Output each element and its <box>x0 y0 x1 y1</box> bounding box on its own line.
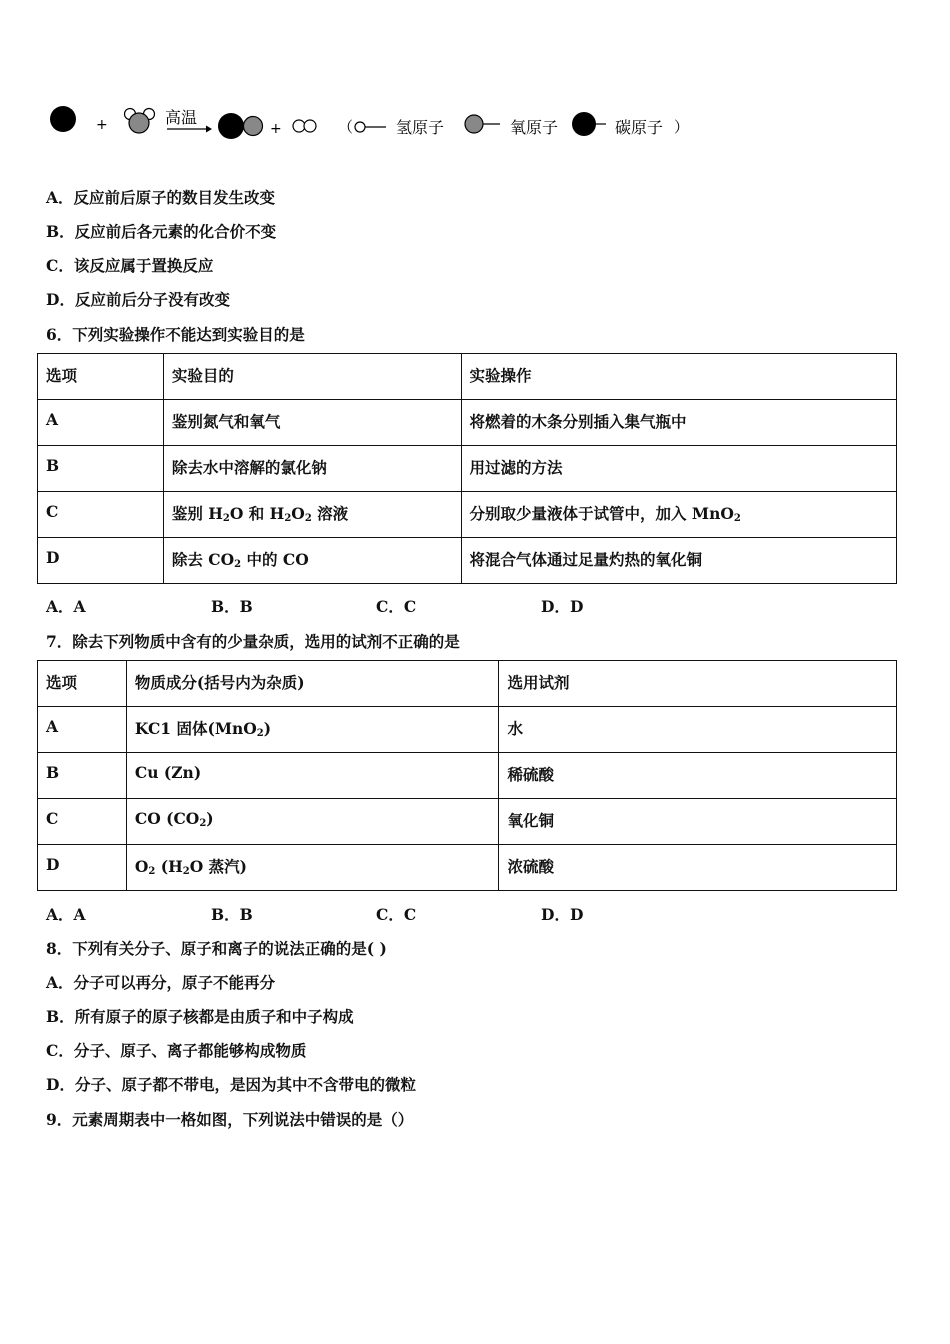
table-row <box>38 753 897 799</box>
legend-oxygen-symbol <box>465 115 483 133</box>
q5-option-c: C．该反应属于置换反应 <box>46 256 214 275</box>
answer-c: C．C <box>376 597 417 616</box>
q5-option-d: D．反应前后分子没有改变 <box>46 290 230 309</box>
q5-option-b: B．反应前后各元素的化合价不变 <box>46 222 277 241</box>
q6-answer-choices <box>46 595 706 617</box>
plus-sign-2: + <box>270 121 282 137</box>
row-purpose: 除去水中溶解的氯化钠 <box>163 446 461 492</box>
answer-b: B．B <box>211 597 253 616</box>
header-option: 选项 <box>38 661 127 707</box>
row-substance: Cu (Zn) <box>126 753 499 799</box>
q5-option-a: A．反应前后原子的数目发生改变 <box>46 188 276 207</box>
table-header-row <box>38 661 897 707</box>
table-row <box>38 538 897 584</box>
table-header-row <box>38 354 897 400</box>
reaction-condition: 高温 <box>165 108 198 127</box>
q8-option-a: A．分子可以再分，原子不能再分 <box>46 973 276 992</box>
q9-stem: 9．元素周期表中一格如图，下列说法中错误的是（） <box>46 1110 414 1129</box>
legend-hydrogen-symbol <box>355 122 365 132</box>
legend-carbon-label: 碳原子 <box>615 118 664 137</box>
table-row <box>38 400 897 446</box>
q8-option-c: C．分子、原子、离子都能够构成物质 <box>46 1041 307 1060</box>
row-option: D <box>38 538 164 584</box>
table-row <box>38 707 897 753</box>
carbon-atom <box>50 106 76 132</box>
row-substance: CO $(CO_2)$ <box>126 799 499 845</box>
legend-close-paren: ） <box>674 118 690 136</box>
row-substance: $O_2$ ($H_2O$ 蒸汽) <box>126 845 499 891</box>
row-purpose: 鉴别 $H_2O$ 和 $H_2O_2$ 溶液 <box>163 492 461 538</box>
q8-option-d: D．分子、原子都不带电，是因为其中不含带电的微粒 <box>46 1075 416 1094</box>
row-reagent: 浓硫酸 <box>499 845 897 891</box>
row-operation: 将混合气体通过足量灼热的氧化铜 <box>461 538 896 584</box>
row-reagent: 水 <box>499 707 897 753</box>
q7-answer-choices <box>46 903 706 925</box>
answer-d: D．D <box>541 905 584 924</box>
legend-hydrogen-label: 氢原子 <box>396 118 445 137</box>
plus-sign: + <box>96 117 108 133</box>
row-operation: 将燃着的木条分别插入集气瓶中 <box>461 400 896 446</box>
row-option: C <box>38 492 164 538</box>
co-molecule <box>218 113 263 139</box>
table-row <box>38 799 897 845</box>
legend-oxygen-label: 氧原子 <box>510 118 559 137</box>
row-purpose: 除去 $CO_2$ 中的 CO <box>163 538 461 584</box>
legend-open-paren: （ <box>338 118 354 136</box>
header-operation: 实验操作 <box>461 354 896 400</box>
table-row <box>38 492 897 538</box>
row-option: B <box>38 753 127 799</box>
hydrogen-molecule <box>293 120 316 132</box>
row-operation: 用过滤的方法 <box>461 446 896 492</box>
row-operation: 分别取少量液体于试管中，加入 MnO$_2$ <box>461 492 896 538</box>
row-reagent: 氧化铜 <box>499 799 897 845</box>
reaction-diagram <box>46 102 746 146</box>
answer-b: B．B <box>211 905 253 924</box>
q7-stem: 7．除去下列物质中含有的少量杂质，选用的试剂不正确的是 <box>46 632 460 651</box>
answer-c: C．C <box>376 905 417 924</box>
answer-a: A．A <box>46 597 86 616</box>
q8-option-b: B．所有原子的原子核都是由质子和中子构成 <box>46 1007 354 1026</box>
row-option: C <box>38 799 127 845</box>
header-reagent: 选用试剂 <box>499 661 897 707</box>
row-option: D <box>38 845 127 891</box>
row-option: B <box>38 446 164 492</box>
q8-stem: 8．下列有关分子、原子和离子的说法正确的是( ) <box>46 939 387 958</box>
row-option: A <box>38 400 164 446</box>
row-substance: KC1 固体(MnO$_2$) <box>126 707 499 753</box>
header-purpose: 实验目的 <box>163 354 461 400</box>
table-row <box>38 845 897 891</box>
header-option: 选项 <box>38 354 164 400</box>
q6-stem: 6．下列实验操作不能达到实验目的是 <box>46 325 305 344</box>
row-option: A <box>38 707 127 753</box>
row-reagent: 稀硫酸 <box>499 753 897 799</box>
water-molecule <box>125 109 155 134</box>
row-purpose: 鉴别氮气和氧气 <box>163 400 461 446</box>
answer-d: D．D <box>541 597 584 616</box>
q7-table <box>37 660 897 891</box>
q6-table <box>37 353 897 584</box>
header-substance: 物质成分(括号内为杂质) <box>126 661 499 707</box>
answer-a: A．A <box>46 905 86 924</box>
table-row <box>38 446 897 492</box>
legend-carbon-symbol <box>572 112 596 136</box>
